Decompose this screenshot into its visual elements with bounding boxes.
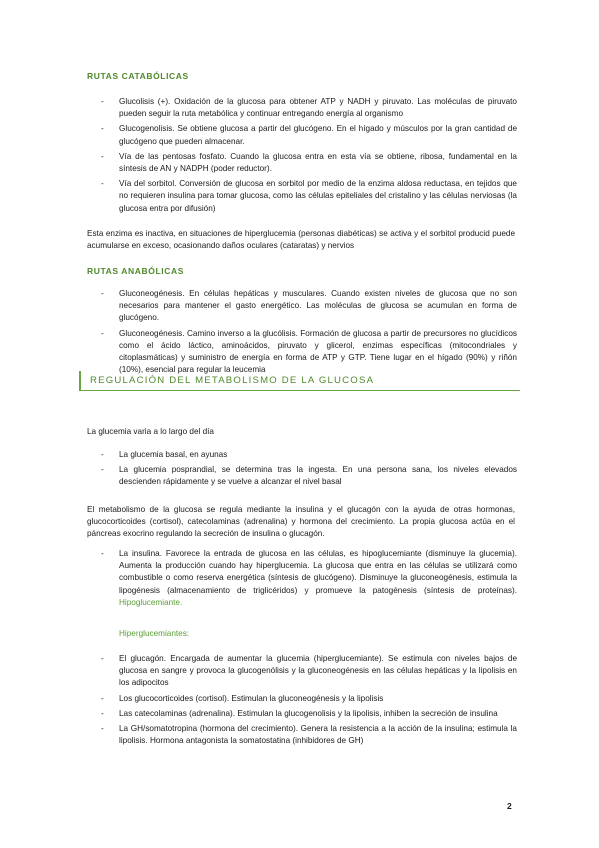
dash-bullet: - (101, 465, 104, 475)
list-item: - La insulina. Favorece la entrada de glucosa en las células, es hipoglucemiante (disminuye la glucemia). Aumenta la producción cuando hay hiperglucemia. La glucosa que entra en las células se utilizará como combustible o como reserva energética (síntesis de glucógeno). Disminuye la gluconeogénesis, estimula la lipogénesis (almacenamiento de triglicéridos) y promueve la patogénesis (síntesis de proteínas). Hipoglucemiante. (101, 549, 517, 607)
list-item: - Vía del sorbitol. Conversión de glucosa en sorbitol por medio de la enzima aldosa reductasa, en tejidos que no requieren insulina para tomar glucosa, como las células epiteliales del cristalino y las células nerviosas (la glucosa entra por difusión) (101, 179, 517, 213)
section-banner (79, 371, 520, 391)
glucemia-list (87, 449, 517, 492)
list-item: - Vía de las pentosas fosfato. Cuando la glucosa entra en esta vía se obtiene, ribosa, fundamental en la síntesis de AN y NADPH (poder reductor). (101, 151, 517, 174)
hypoglycemic-tag: Hipoglucemiante. (119, 597, 183, 607)
dash-bullet: - (101, 654, 104, 663)
glucemia-intro: La glucemia varia a lo largo del día (87, 427, 214, 436)
list-item: - La glucemia basal, en ayunas (87, 449, 517, 461)
dash-bullet: - (101, 179, 104, 189)
list-item: - La glucemia posprandial, se determina tras la ingesta. En una persona sana, los niveles elevados descienden rápidamente y se vuelve a alcanzar el nivel basal (101, 465, 517, 487)
anabolic-list (87, 288, 517, 379)
list-item: - Glucolisis (+). Oxidación de la glucosa para obtener ATP y NADH y piruvato. Las moléculas de piruvato pueden seguir la ruta metabólica y continuar entregando energía al organismo (101, 97, 517, 119)
dash-bullet: - (101, 97, 104, 106)
dash-bullet: - (101, 724, 104, 734)
dash-bullet: - (101, 328, 104, 338)
dash-bullet: - (101, 693, 104, 703)
insulin-list (87, 548, 517, 612)
list-item: - Glucogenolisis. Se obtiene glucosa a partir del glucógeno. En el hígado y músculos por la gran cantidad de glucógeno que pueden almacenar. (101, 124, 517, 146)
dash-bullet: - (101, 450, 104, 459)
list-item: - Gluconeogénesis. En células hepáticas y musculares. Cuando existen niveles de glucosa que no son necesarios para mantener el gasto energético. Las moléculas de glucosa se acumulan en forma de glucógeno. (101, 289, 517, 323)
list-item: - La GH/somatotropina (hormona del crecimiento). Genera la resistencia a la acción de la insulina; estimula la lipolisis. Hormona antagonista la somatostatina (inhibidores de GH) (101, 724, 517, 746)
list-item: - El glucagón. Encargada de aumentar la glucemia (hiperglucemiante). Se estimula con niveles bajos de glucosa en sangre y provoca la glucogenólisis y la gluconeogénesis en las células hepáticas y la lipolisis en los adipocitos (101, 654, 517, 688)
catabolic-list (87, 96, 517, 218)
dash-bullet: - (101, 549, 104, 558)
hormones-paragraph: El metabolismo de la glucosa se regula mediante la insulina y el glucagón con la ayuda de otras hormonas, glucocorticoides (cortisol), catecolaminas (adrenalina) y hormona del crecimiento. La propia glucosa actúa en el páncreas exocrino regulando la secreción de insulina o glucagón. (87, 505, 515, 539)
list-item: - Los glucocorticoides (cortisol). Estimulan la gluconeogénesis y la lipolisis (87, 693, 517, 705)
hyperglycemic-list (87, 653, 517, 750)
dash-bullet: - (101, 708, 104, 718)
catabolic-heading: RUTAS CATABÓLICAS (87, 71, 189, 81)
dash-bullet: - (101, 124, 104, 134)
anabolic-heading: RUTAS ANABÓLICAS (87, 266, 184, 276)
page-number: 2 (507, 801, 512, 811)
list-item: - Gluconeogénesis. Camino inverso a la glucólisis. Formación de glucosa a partir de precursores no glucídicos como el ácido láctico, aminoácidos, piruvato y glicerol, enzimas específicas (mitocondriales y citoplasmáticas) y suministro de energía en forma de ATP y GTP. Tiene lugar en el hígado (90%) y riñón (10%), esencial para regular la leucemia (101, 328, 517, 375)
dash-bullet: - (101, 151, 104, 161)
section-title: REGULACIÓN DEL METABOLISMO DE LA GLUCOSA (90, 375, 375, 386)
catabolic-note: Esta enzima es inactiva, en situaciones de hiperglucemia (personas diabéticas) se activa y el sorbitol producid puede acumularse en exceso, ocasionando daños oculares (cataratas) y nervios (87, 229, 515, 251)
list-item: - Las catecolaminas (adrenalina). Estimulan la glucogenolisis y la lipolisis, inhiben la secreción de insulina (87, 708, 517, 720)
hyperglycemic-heading: Hiperglucemiantes: (119, 629, 190, 638)
dash-bullet: - (101, 289, 104, 298)
